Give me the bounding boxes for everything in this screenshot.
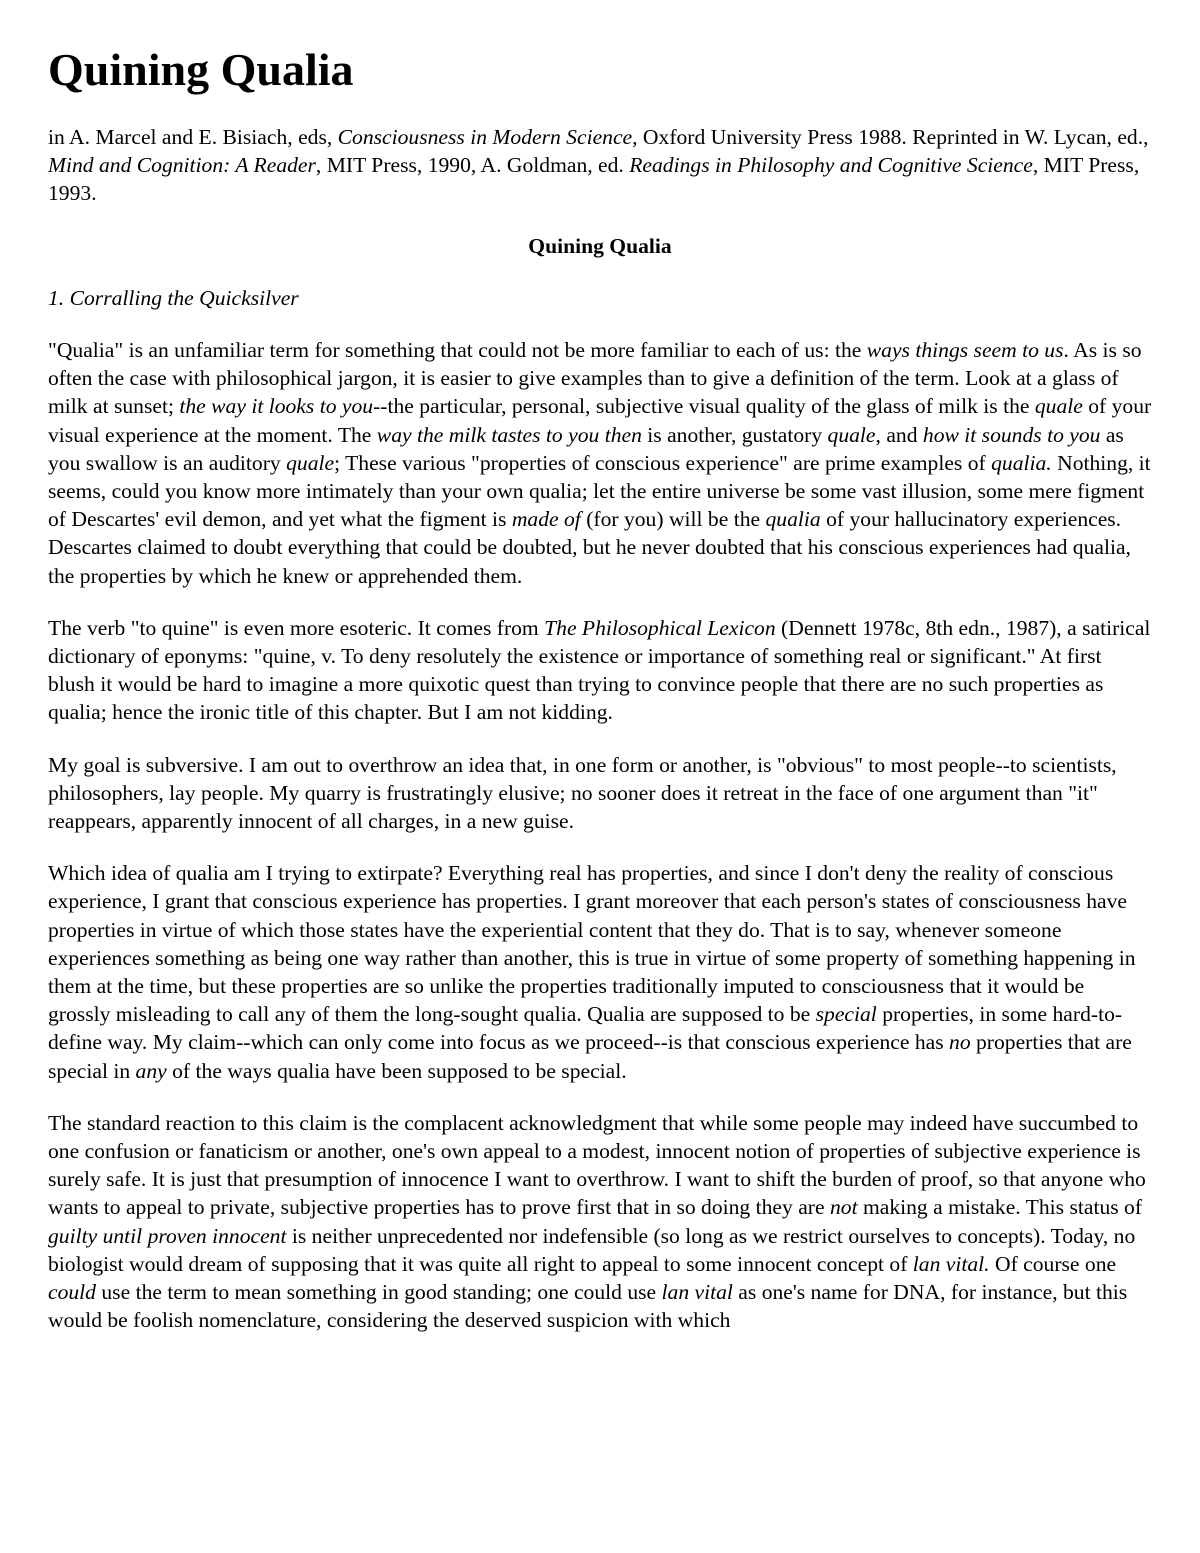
- text-run: as you swallow is an auditory: [48, 422, 1124, 475]
- italic-run: lan vital: [661, 1280, 733, 1304]
- italic-run: not: [829, 1195, 858, 1220]
- italic-run: lan vital.: [912, 1251, 990, 1276]
- italic-run: the way it looks to you: [179, 394, 374, 419]
- text-run: use the term to mean something in good standing; one could use: [95, 1280, 662, 1304]
- italic-run: quale: [1034, 394, 1083, 419]
- body-paragraph-5: [48, 1109, 1152, 1335]
- citation-text: , MIT Press, 1990, A. Goldman, ed.: [315, 153, 630, 178]
- citation-paragraph: [48, 123, 1152, 208]
- italic-run: how it sounds to you: [922, 422, 1101, 447]
- italic-run: qualia.: [991, 450, 1052, 475]
- text-run: of the ways qualia have been supposed to be special.: [166, 1058, 627, 1083]
- text-run: as one's name for DNA, for instance, but this would be foolish nomenclature, considering the deserved suspicion with which: [48, 1280, 1128, 1333]
- italic-run: quale: [827, 422, 876, 447]
- citation-italic: Readings in Philosophy and Cognitive Science: [629, 153, 1033, 178]
- citation-text: , Oxford University Press 1988. Reprinted in W. Lycan, ed.,: [632, 124, 1149, 149]
- section-heading: 1. Corralling the Quicksilver: [48, 285, 299, 310]
- citation-text: in A. Marcel and E. Bisiach, eds,: [48, 124, 338, 149]
- text-run: The verb "to quine" is even more esoteric. It comes from: [48, 615, 545, 640]
- text-run: The standard reaction to this claim is the complacent acknowledgment that while some people may indeed have succumbed to one confusion or fanaticism or another, one's own appeal to a modest, innocent notion of properties of subjective experience is surely safe. It is just that presumption of innocence I want to overthrow. I want to shift the burden of proof, so that anyone who wants to appeal to private, subjective properties has to prove first that in so doing they are: [48, 1110, 1146, 1220]
- italic-run: The Philosophical Lexicon: [544, 615, 776, 640]
- text-run: ; These various "properties of conscious experience" are prime examples of: [334, 450, 992, 475]
- text-run: properties, in some hard-to-define way. My claim--which can only come into focus as we proceed--is that conscious experience has: [48, 1002, 1123, 1055]
- italic-run: could: [48, 1280, 96, 1304]
- text-run: of your hallucinatory experiences. Descartes claimed to doubt everything that could be doubted, but he never doubted that his conscious experiences had qualia, the properties by which he knew or apprehended them.: [48, 507, 1131, 588]
- italic-run: made of: [511, 507, 581, 532]
- text-run: Which idea of qualia am I trying to extirpate? Everything real has properties, and since I don't deny the reality of conscious experience, I grant that conscious experience has properties. I grant moreover that each person's states of consciousness have properties in virtue of which those states have the experiential content that they do. That is to say, whenever someone experiences something as being one way rather than another, this is true in virtue of some property of something happening in them at the time, but these properties are so unlike the properties traditionally imputed to consciousness that it would be grossly misleading to call any of them the long-sought qualia. Qualia are supposed to be: [48, 861, 1136, 1027]
- text-run: of your visual experience at the moment. The: [48, 394, 1152, 447]
- text-run: My goal is subversive. I am out to overthrow an idea that, in one form or another, is "obvious" to most people--to scientists, philosophers, lay people. My quarry is frustratingly elusive; no sooner does it retreat in the face of one argument than "it" reappears, apparently innocent of all charges, in a new guise.: [48, 752, 1117, 833]
- text-run: (Dennett 1978c, 8th edn., 1987), a satirical dictionary of eponyms: "quine, v. To deny resolutely the existence or importance of something real or significant." At first blush it would be hard to imagine a more quixotic quest than trying to convince people that there are no such properties as qualia; hence the ironic title of this chapter. But I am not kidding.: [48, 615, 1151, 725]
- body-paragraph-1: [48, 336, 1152, 590]
- italic-run: special: [815, 1002, 877, 1027]
- page-title: Quining Qualia: [48, 44, 354, 95]
- text-run: . As is so often the case with philosophical jargon, it is easier to give examples than to give a definition of the term. Look at a glass of milk at sunset;: [48, 337, 1142, 419]
- text-run: Nothing, it seems, could you know more intimately than your own qualia; let the entire universe be some vast illusion, some mere figment of Descartes' evil demon, and yet what the figment is: [48, 450, 1151, 532]
- text-run: , and: [875, 422, 923, 447]
- text-run: making a mistake. This status of: [857, 1195, 1143, 1220]
- body-paragraph-2: [48, 614, 1152, 727]
- italic-run: no: [949, 1030, 971, 1055]
- text-run: (for you) will be the: [580, 507, 766, 532]
- italic-run: way the milk tastes to you then: [376, 422, 642, 447]
- citation-italic: Mind and Cognition: A Reader: [48, 153, 316, 178]
- text-run: properties that are special in: [48, 1030, 1132, 1083]
- citation-text: , MIT Press, 1993.: [48, 153, 1140, 206]
- subtitle: Quining Qualia: [528, 233, 672, 258]
- text-run: --the particular, personal, subjective visual quality of the glass of milk is the: [373, 394, 1035, 419]
- text-run: Of course one: [989, 1251, 1117, 1276]
- body-paragraph-3: [48, 751, 1152, 836]
- italic-run: any: [135, 1058, 167, 1083]
- italic-run: ways things seem to us: [866, 337, 1064, 362]
- italic-run: quale: [286, 450, 335, 475]
- italic-run: guilty until proven innocent: [48, 1223, 287, 1248]
- italic-run: qualia: [765, 507, 821, 532]
- text-run: "Qualia" is an unfamiliar term for something that could not be more familiar to each of us: the: [48, 337, 867, 362]
- text-run: is another, gustatory: [641, 422, 828, 447]
- citation-italic: Consciousness in Modern Science: [337, 124, 633, 149]
- text-run: is neither unprecedented nor indefensible (so long as we restrict ourselves to concepts). Today, no biologist would dream of supposing that it was quite all right to appeal to some innocent concept of: [48, 1223, 1136, 1276]
- body-paragraph-4: [48, 859, 1152, 1085]
